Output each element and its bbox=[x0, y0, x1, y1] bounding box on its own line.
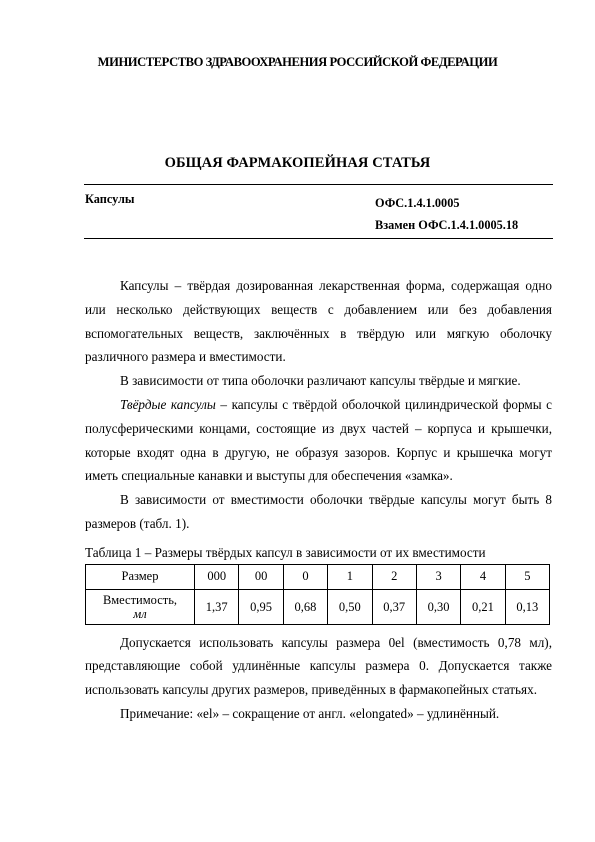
size-cell: 5 bbox=[505, 564, 549, 589]
bottom-rule bbox=[84, 238, 553, 239]
document-title: ОБЩАЯ ФАРМАКОПЕЙНАЯ СТАТЬЯ bbox=[164, 155, 431, 171]
capacity-cell: 1,37 bbox=[195, 589, 239, 624]
article-name: Капсулы bbox=[85, 192, 135, 206]
size-cell: 0 bbox=[283, 564, 327, 589]
capacity-cell: 0,68 bbox=[283, 589, 327, 624]
size-cell: 00 bbox=[239, 564, 283, 589]
size-header-cell: Размер bbox=[86, 564, 195, 589]
capacity-cell: 0,50 bbox=[328, 589, 372, 624]
article-body bbox=[85, 274, 552, 726]
size-cell: 000 bbox=[195, 564, 239, 589]
paragraph-elongated: Допускается использовать капсулы размера 0el (вместимость 0,78 мл), представляющие собой удлинённые капсулы размера 0. Допускается также использовать капсулы других размеров, приведённых в фармакопейных статьях. bbox=[85, 634, 552, 698]
size-cell: 2 bbox=[372, 564, 416, 589]
capacity-label: Вместимость, bbox=[102, 592, 178, 607]
table-row bbox=[86, 589, 550, 624]
table-caption: Таблица 1 – Размеры твёрдых капсул в зависимости от их вместимости bbox=[85, 544, 486, 560]
capacity-cell: 0,95 bbox=[239, 589, 283, 624]
paragraph-hard-capsules bbox=[85, 393, 552, 488]
capacity-header-cell bbox=[86, 589, 195, 624]
hard-capsules-text: – капсулы с твёрдой оболочкой цилиндрической формы с полусферическими концами, состоящие из двух частей – корпуса и крышечки, которые входят одна в другую, не образуя зазоров. Корпус и крышечка могут иметь специальные канавки и выступы для обеспечения «замка». bbox=[85, 396, 552, 484]
article-code-block bbox=[375, 192, 518, 236]
capacity-cell: 0,37 bbox=[372, 589, 416, 624]
top-rule bbox=[84, 184, 553, 185]
size-cell: 1 bbox=[328, 564, 372, 589]
paragraph-definition: Капсулы – твёрдая дозированная лекарственная форма, содержащая одно или несколько действующих веществ с добавлением или без добавления вспомогательных веществ, заключённых в твёрдую или мягкую оболочку различного размера и вместимости. bbox=[85, 278, 552, 365]
paragraph-shell-types: В зависимости от типа оболочки различают капсулы твёрдые и мягкие. bbox=[120, 373, 521, 389]
capacity-cell: 0,13 bbox=[505, 589, 549, 624]
table-row bbox=[86, 564, 550, 589]
capacity-cell: 0,30 bbox=[416, 589, 460, 624]
capacity-cell: 0,21 bbox=[461, 589, 505, 624]
paragraph-note: Примечание: «el» – сокращение от англ. «elongated» – удлинённый. bbox=[120, 705, 500, 721]
article-replaces: Взамен ОФС.1.4.1.0005.18 bbox=[375, 218, 519, 232]
article-code: ОФС.1.4.1.0005 bbox=[375, 196, 460, 210]
capsule-size-table bbox=[85, 564, 550, 625]
term-hard-capsules: Твёрдые капсулы bbox=[120, 396, 216, 412]
size-cell: 3 bbox=[416, 564, 460, 589]
capacity-unit: мл bbox=[133, 606, 147, 621]
size-cell: 4 bbox=[461, 564, 505, 589]
ministry-header: МИНИСТЕРСТВО ЗДРАВООХРАНЕНИЯ РОССИЙСКОЙ ФЕДЕРАЦИИ bbox=[97, 55, 498, 69]
paragraph-sizes: В зависимости от вместимости оболочки твёрдые капсулы могут быть 8 размеров (табл. 1). bbox=[85, 492, 552, 531]
